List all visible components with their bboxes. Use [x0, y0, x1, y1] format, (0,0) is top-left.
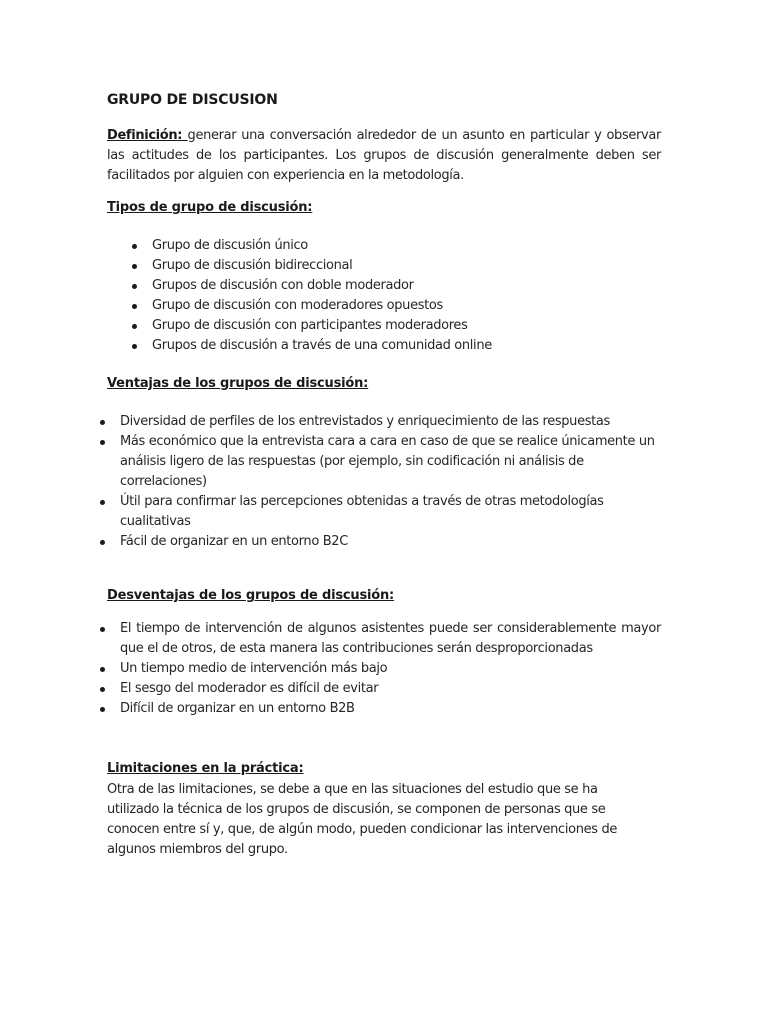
- bullet-icon: [132, 324, 137, 329]
- definition-paragraph: [107, 126, 661, 186]
- bullet-icon: [100, 627, 105, 632]
- bullet-icon: [100, 540, 105, 545]
- bullet-icon: [100, 440, 105, 445]
- bullet-icon: [100, 687, 105, 692]
- list-item: [120, 699, 661, 719]
- list-item: [152, 236, 632, 256]
- tipos-heading: Tipos de grupo de discusión:: [107, 200, 313, 215]
- list-item-text: Grupos de discusión con doble moderador: [152, 278, 414, 293]
- list-item-text: Diversidad de perfiles de los entrevistados y enriquecimiento de las respuestas: [120, 414, 610, 429]
- list-item: [152, 256, 632, 276]
- list-item: [120, 619, 661, 659]
- ventajas-list: [120, 412, 661, 552]
- list-item-text: Útil para confirmar las percepciones obtenidas a través de otras metodologías cualitativas: [120, 494, 604, 529]
- document-title: GRUPO DE DISCUSION: [107, 92, 278, 108]
- desventajas-heading: Desventajas de los grupos de discusión:: [107, 588, 395, 603]
- list-item-text: Grupos de discusión a través de una comunidad online: [152, 338, 492, 353]
- definition-text: generar una conversación alrededor de un asunto en particular y observar las actitudes de los participantes. Los grupos de discusión generalmente deben ser facilitados por alguien con experiencia en la metodología.: [107, 128, 661, 183]
- bullet-icon: [132, 264, 137, 269]
- bullet-icon: [100, 707, 105, 712]
- list-item-text: Grupo de discusión bidireccional: [152, 258, 353, 273]
- list-item-text: El tiempo de intervención de algunos asistentes puede ser considerablemente mayor que el de otros, de esta manera las contribuciones serán desproporcionadas: [120, 621, 661, 656]
- bullet-icon: [100, 667, 105, 672]
- list-item: [120, 532, 661, 552]
- list-item-text: Grupo de discusión con participantes moderadores: [152, 318, 468, 333]
- bullet-icon: [100, 500, 105, 505]
- list-item-text: Grupo de discusión con moderadores opuestos: [152, 298, 443, 313]
- bullet-icon: [132, 344, 137, 349]
- bullet-icon: [132, 244, 137, 249]
- bullet-icon: [132, 284, 137, 289]
- list-item: [120, 679, 661, 699]
- desventajas-list: [120, 619, 661, 719]
- list-item-text: Más económico que la entrevista cara a cara en caso de que se realice únicamente un análisis ligero de las respuestas (por ejemplo, sin codificación ni análisis de correlaciones): [120, 434, 655, 489]
- list-item-text: Fácil de organizar en un entorno B2C: [120, 534, 348, 549]
- list-item-text: Difícil de organizar en un entorno B2B: [120, 701, 355, 716]
- limitaciones-heading: Limitaciones en la práctica:: [107, 761, 304, 776]
- list-item: [152, 336, 632, 356]
- limitaciones-paragraph: Otra de las limitaciones, se debe a que en las situaciones del estudio que se ha utilizado la técnica de los grupos de discusión, se componen de personas que se conocen entre sí y, que, de algún modo, pueden condicionar las intervenciones de algunos miembros del grupo.: [107, 782, 617, 857]
- bullet-icon: [132, 304, 137, 309]
- definition-label: Definición:: [107, 128, 188, 143]
- list-item: [120, 492, 661, 532]
- list-item: [120, 412, 661, 432]
- ventajas-heading: Ventajas de los grupos de discusión:: [107, 376, 369, 391]
- list-item-text: Un tiempo medio de intervención más bajo: [120, 661, 388, 676]
- bullet-icon: [100, 420, 105, 425]
- list-item: [152, 316, 632, 336]
- tipos-list: [152, 236, 632, 356]
- list-item: [120, 659, 661, 679]
- list-item-text: El sesgo del moderador es difícil de evitar: [120, 681, 379, 696]
- list-item: [152, 296, 632, 316]
- list-item: [152, 276, 632, 296]
- list-item: [120, 432, 661, 492]
- list-item-text: Grupo de discusión único: [152, 238, 308, 253]
